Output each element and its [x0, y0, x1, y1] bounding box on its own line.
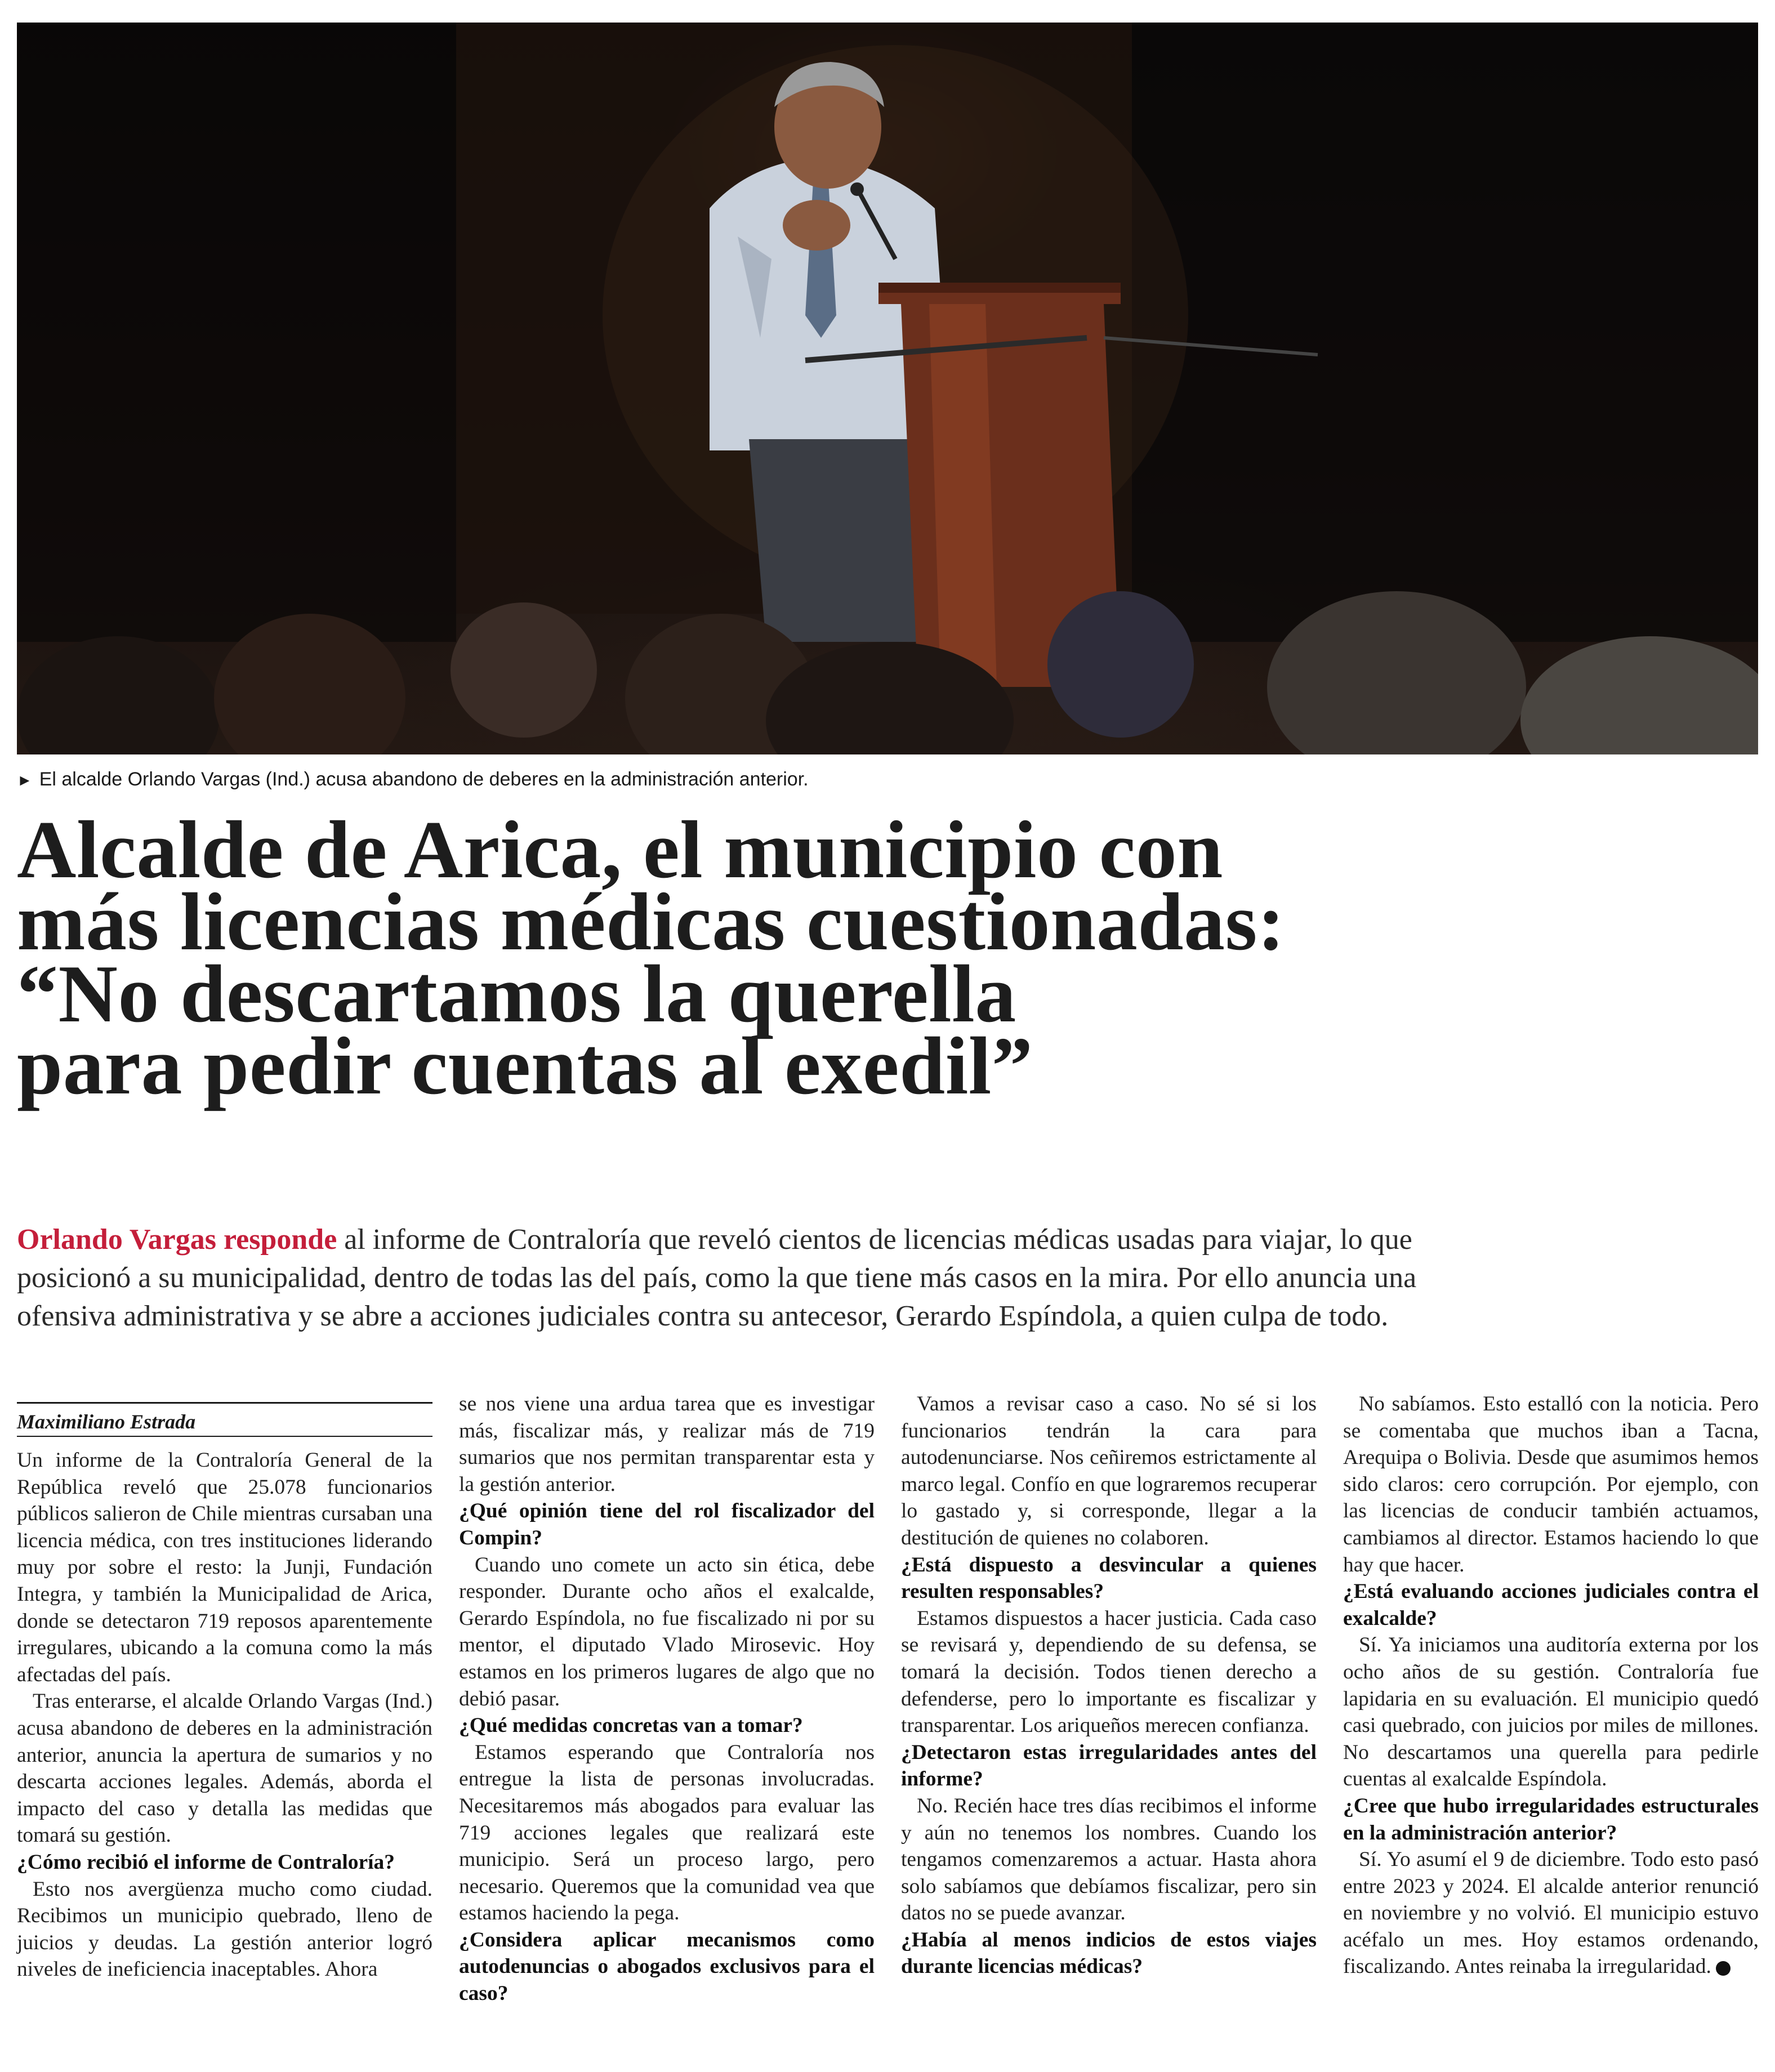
- lede-text: posicionó a su municipalidad, dentro de todas las del país, como la que tiene más casos en la mira. Por ello anuncia una: [17, 1262, 1417, 1294]
- interview-question: ¿Qué opinión tiene del rol fiscalizador del Compin?: [459, 1499, 875, 1549]
- body-paragraph: Vamos a revisar caso a caso. No sé si los funcionarios tendrán la cara para autodenunciarse. Nos ceñiremos estrictamente al marco legal. Confío en que lograremos recuperar lo gastado y, si corresponde, llegar a la destitución de quienes no colaboren.: [901, 1392, 1317, 1549]
- headline: [17, 804, 1758, 1111]
- body-column-2: [459, 1391, 875, 2007]
- caption-marker-icon: ►: [17, 771, 33, 789]
- body-column-4: [1343, 1391, 1759, 1980]
- interview-question: ¿Considera aplicar mecanismos como autodenuncias o abogados exclusivos para el caso?: [459, 1928, 875, 2006]
- headline-line: más licencias médicas cuestionadas:: [17, 876, 1285, 967]
- body-paragraph: Estamos esperando que Contraloría nos entregue la lista de personas involucradas. Necesitaremos más abogados para evaluar las 719 acciones legales que realizará este municipio. Será un proceso largo, pero necesario. Queremos que la comunidad vea que estamos haciendo la pega.: [459, 1740, 875, 1925]
- body-paragraph: Sí. Ya iniciamos una auditoría externa por los ocho años de su gestión. Contraloría fue lapidaria en su evaluación. El municipio quedó casi quebrado, con juicios por miles de millones. No descartamos una querella para pedirle cuentas al exalcalde Espíndola.: [1343, 1633, 1759, 1791]
- headline-line: para pedir cuentas al exedil”: [17, 1020, 1033, 1111]
- interview-question: ¿Qué medidas concretas van a tomar?: [459, 1714, 803, 1738]
- photo-caption: [17, 767, 1758, 792]
- interview-question: ¿Cómo recibió el informe de Contraloría?: [17, 1850, 395, 1874]
- caption-text: El alcalde Orlando Vargas (Ind.) acusa abandono de deberes en la administración anterior.: [39, 769, 809, 790]
- interview-question: ¿Detectaron estas irregularidades antes del informe?: [901, 1740, 1317, 1791]
- body-paragraph: Un informe de la Contraloría General de la República reveló que 25.078 funcionarios públicos salieron de Chile mientras cursaban una licencia médica, con tres instituciones liderando muy por sobre el resto: la Junji, Fundación Integra, y también la Municipalidad de Arica, donde se detectaron 719 reposos aparentemente irregulares, ubicando a la comuna como la más afectadas del país.: [17, 1449, 432, 1686]
- speaker-at-podium-photo: [17, 23, 1758, 754]
- lede-text: ofensiva administrativa y se abre a acciones judiciales contra su antecesor, Gerardo Espíndola, a quien culpa de todo.: [17, 1300, 1389, 1332]
- lede-text: al informe de Contraloría que reveló cientos de licencias médicas usadas para viajar, lo que: [337, 1223, 1412, 1256]
- interview-question: ¿Había al menos indicios de estos viajes durante licencias médicas?: [901, 1928, 1317, 1979]
- body-paragraph: Sí. Yo asumí el 9 de diciembre. Todo esto pasó entre 2023 y 2024. El alcalde anterior renunció en noviembre y no volvió. El municipio estuvo acéfalo un mes. Hoy estamos ordenando, fiscalizando. Antes reinaba la irregularidad.: [1343, 1848, 1759, 1979]
- body-paragraph: Estamos dispuestos a hacer justicia. Cada caso se revisará y, dependiendo de su defensa, se tomará la decisión. Todos tienen derecho a defenderse, pero lo importante es fiscalizar y transparentar. Los ariqueños merecen confianza.: [901, 1606, 1317, 1738]
- body-paragraph: se nos viene una ardua tarea que es investigar más, fiscalizar más, y realizar más de 719 sumarios que nos permitan transparentar esta y la gestión anterior.: [459, 1392, 875, 1496]
- body-column-3: [901, 1391, 1317, 1980]
- interview-question: ¿Cree que hubo irregularidades estructurales en la administración anterior?: [1343, 1794, 1759, 1845]
- interview-question: ¿Está dispuesto a desvincular a quienes resulten responsables?: [901, 1553, 1317, 1604]
- headline-line: “No descartamos la querella: [17, 948, 1016, 1039]
- body-column-1: [17, 1447, 432, 1983]
- body-paragraph: No. Recién hace tres días recibimos el informe y aún no tenemos los nombres. Cuando los tengamos comenzaremos a actuar. Hasta ahora solo sabíamos que debíamos fiscalizar, pero sin datos no se puede avanzar.: [901, 1794, 1317, 1925]
- byline-rule: [17, 1402, 432, 1404]
- body-paragraph: Cuando uno comete un acto sin ética, debe responder. Durante ocho años el exalcalde, Gerardo Espíndola, no fue fiscalizado ni por su mentor, el diputado Vlado Mirosevic. Hoy estamos en los primeros lugares de algo que no debió pasar.: [459, 1553, 875, 1711]
- lede-lead-in: Orlando Vargas responde: [17, 1223, 337, 1256]
- end-of-article-icon: [1716, 1961, 1731, 1976]
- interview-question: ¿Está evaluando acciones judiciales contra el exalcalde?: [1343, 1580, 1759, 1630]
- lede: [17, 1221, 1758, 1336]
- headline-line: Alcalde de Arica, el municipio con: [17, 804, 1223, 895]
- body-paragraph: No sabíamos. Esto estalló con la noticia. Pero se comentaba que muchos iban a Tacna, Arequipa o Bolivia. Desde que asumimos hemos sido claros: cero corrupción. Por ejemplo, con las licencias de conducir también actuamos, cambiamos al director. Estamos haciendo lo que hay que hacer.: [1343, 1392, 1759, 1577]
- article-photo: [17, 23, 1758, 754]
- body-paragraph: Tras enterarse, el alcalde Orlando Vargas (Ind.) acusa abandono de deberes en la administración anterior, anuncia la apertura de sumarios y no descarta acciones legales. Además, aborda el impacto del caso y detalla las medidas que tomará su gestión.: [17, 1690, 432, 1847]
- byline: Maximiliano Estrada: [17, 1408, 432, 1437]
- body-paragraph: Esto nos avergüenza mucho como ciudad. Recibimos un municipio quebrado, lleno de juicios y deudas. La gestión anterior logró niveles de ineficiencia inaceptables. Ahora: [17, 1877, 432, 1981]
